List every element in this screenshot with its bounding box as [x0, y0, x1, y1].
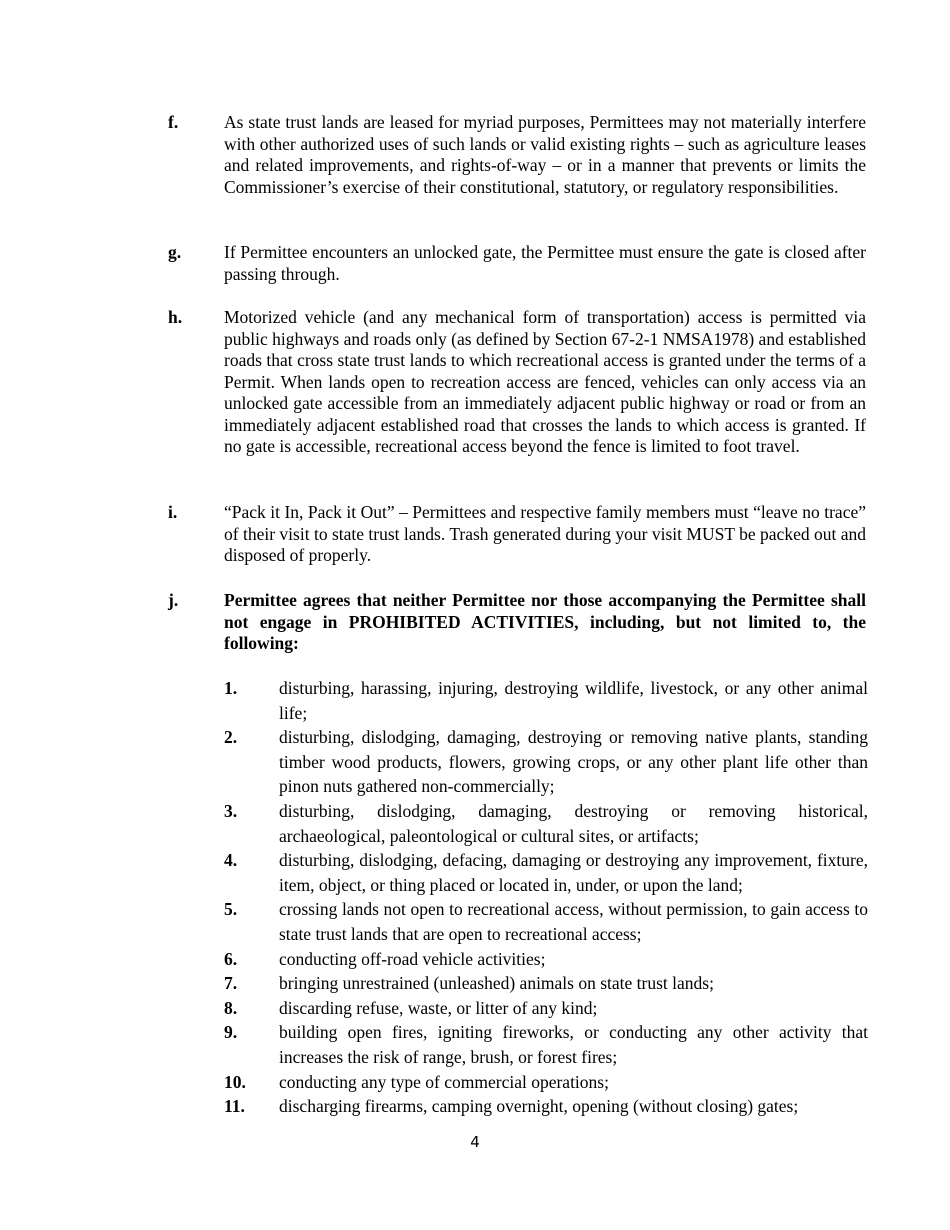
- clause-g: [168, 242, 868, 285]
- list-text: disturbing, dislodging, defacing, damaging or destroying any improvement, fixture, item, object, or thing placed or located in, under, or upon the land;: [279, 850, 868, 895]
- list-item: [224, 1070, 868, 1095]
- clause-text: “Pack it In, Pack it Out” – Permittees and respective family members must “leave no trace” of their visit to state trust lands. Trash generated during your visit MUST be packed out and disposed of properly.: [224, 502, 866, 565]
- clause-h: [168, 307, 868, 458]
- list-text: discharging firearms, camping overnight, opening (without closing) gates;: [279, 1096, 799, 1117]
- list-number: 8.: [224, 997, 238, 1018]
- list-text: building open fires, igniting fireworks, or conducting any other activity that increases the risk of range, brush, or forest fires;: [279, 1022, 868, 1067]
- list-number: 1.: [224, 678, 238, 698]
- list-text: bringing unrestrained (unleashed) animals on state trust lands;: [279, 973, 714, 994]
- list-item: [224, 996, 868, 1021]
- list-text: disturbing, harassing, injuring, destroying wildlife, livestock, or any other animal life;: [279, 678, 868, 723]
- clause-letter: i.: [168, 502, 178, 522]
- list-item: [224, 725, 868, 799]
- list-text: conducting any type of commercial operations;: [279, 1071, 609, 1092]
- list-text: disturbing, dislodging, damaging, destroying or removing native plants, standing timber wood products, flowers, growing crops, or any other plant life other than pinon nuts gathered non-commercially;: [279, 727, 868, 797]
- clause-letter: g.: [168, 242, 182, 262]
- clause-letter: f.: [168, 112, 179, 132]
- list-item: [224, 1094, 868, 1119]
- list-number: 3.: [224, 800, 238, 821]
- list-number: 11.: [224, 1096, 245, 1117]
- list-number: 6.: [224, 948, 238, 969]
- list-number: 9.: [224, 1022, 238, 1043]
- list-item: [224, 676, 868, 725]
- list-item: [224, 1020, 868, 1069]
- list-item: [224, 897, 868, 946]
- clause-text: Permittee agrees that neither Permittee nor those accompanying the Permittee shall not engage in PROHIBITED ACTIVITIES, including, but not limited to, the following:: [224, 590, 866, 653]
- list-number: 5.: [224, 899, 238, 920]
- prohibited-activities-list: [224, 676, 868, 1119]
- list-item: [224, 848, 868, 897]
- list-item: [224, 971, 868, 996]
- clause-i: [168, 502, 868, 567]
- list-text: conducting off-road vehicle activities;: [279, 948, 546, 969]
- list-item: [224, 799, 868, 848]
- list-number: 7.: [224, 973, 238, 994]
- clause-letter: h.: [168, 307, 183, 327]
- list-number: 4.: [224, 850, 238, 871]
- list-text: crossing lands not open to recreational access, without permission, to gain access to state trust lands that are open to recreational access;: [279, 899, 868, 944]
- list-text: disturbing, dislodging, damaging, destroying or removing historical, archaeological, paleontological or cultural sites, or artifacts;: [279, 800, 868, 846]
- list-number: 2.: [224, 727, 238, 748]
- clause-f: [168, 112, 868, 198]
- clause-j: [168, 590, 868, 655]
- clause-text: If Permittee encounters an unlocked gate, the Permittee must ensure the gate is closed after passing through.: [224, 242, 866, 284]
- list-number: 10.: [224, 1071, 246, 1092]
- page-number: 4: [470, 1133, 480, 1151]
- clause-letter: j.: [168, 590, 179, 610]
- clause-text: Motorized vehicle (and any mechanical form of transportation) access is permitted via public highways and roads only (as defined by Section 67-2-1 NMSA1978) and established roads that cross state trust lands to which recreational access is granted under the terms of a Permit. When lands open to recreation access are fenced, vehicles can only access via an unlocked gate accessible from an immediately adjacent public highway or road or from an immediately adjacent established road that crosses the lands to which access is granted. If no gate is accessible, recreational access beyond the fence is limited to foot travel.: [224, 307, 866, 456]
- list-item: [224, 947, 868, 972]
- clause-text: As state trust lands are leased for myriad purposes, Permittees may not materially interfere with other authorized uses of such lands or valid existing rights – such as agriculture leases and related improvements, and rights-of-way – or in a manner that prevents or limits the Commissioner’s exercise of their constitutional, statutory, or regulatory responsibilities.: [224, 112, 866, 197]
- list-text: discarding refuse, waste, or litter of any kind;: [279, 997, 598, 1018]
